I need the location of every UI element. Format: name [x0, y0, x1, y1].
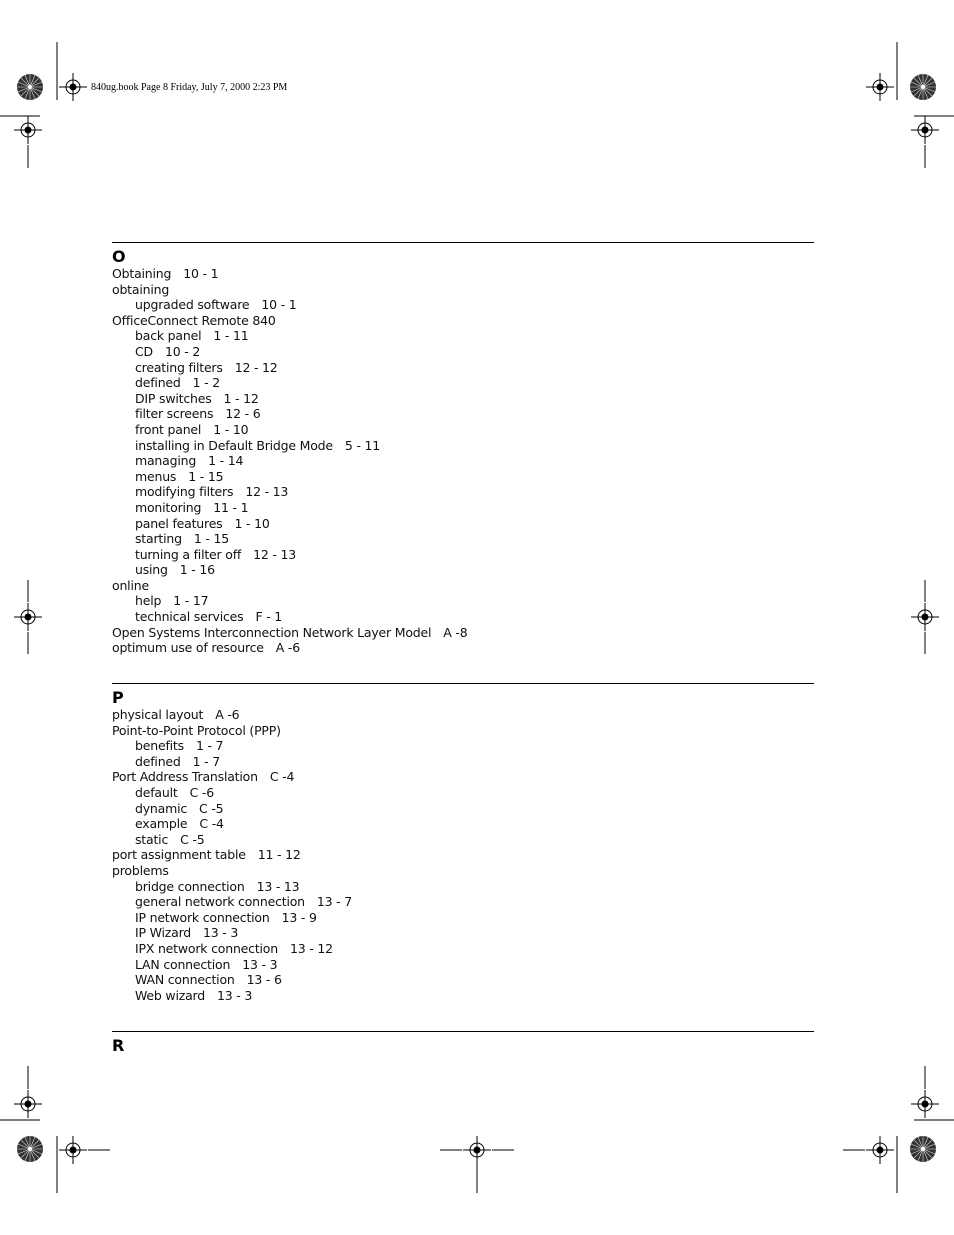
index-term: WAN connection — [135, 972, 235, 988]
registration-target-left-mid — [14, 603, 42, 631]
index-subentry — [112, 593, 814, 609]
index-term: filter screens — [135, 406, 214, 422]
star-target-top-right — [910, 74, 936, 100]
index-page-ref: F - 1 — [255, 609, 283, 625]
index-page-ref: 13 - 3 — [242, 956, 278, 972]
index-page-ref: A -8 — [443, 624, 468, 640]
index-page-ref: 1 - 14 — [208, 453, 244, 469]
index-subentry — [112, 422, 814, 438]
index-term: defined — [135, 753, 181, 769]
index-term: Point-to-Point Protocol (PPP) — [112, 722, 281, 738]
index-page-ref: C -5 — [180, 831, 205, 847]
index-page-ref: 13 - 9 — [281, 909, 317, 925]
index-term: IP Wizard — [135, 925, 192, 941]
index-page-ref: 5 - 11 — [344, 437, 381, 453]
index-page-ref: 13 - 6 — [246, 972, 282, 988]
index-page-ref: 1 - 15 — [188, 468, 224, 484]
index-term: general network connection — [135, 894, 305, 910]
index-term: default — [135, 784, 178, 800]
index-subentry — [112, 484, 814, 500]
index-subentry — [112, 910, 814, 926]
index-entry — [112, 769, 814, 785]
index-term: starting — [135, 531, 182, 547]
section-letter: O — [112, 247, 126, 266]
index-term: online — [112, 577, 149, 593]
index-subentry — [112, 562, 814, 578]
section-divider — [112, 1031, 814, 1032]
index-subentry — [112, 391, 814, 407]
registration-target-top-right — [866, 73, 894, 101]
print-slug: 840ug.book Page 8 Friday, July 7, 2000 2:23 PM — [91, 82, 288, 93]
registration-target-left-lower — [14, 1090, 42, 1118]
index-page-ref: A -6 — [275, 640, 300, 656]
index-term: Web wizard — [135, 987, 205, 1003]
registration-target-bottom-left — [59, 1136, 87, 1164]
index-page-ref: 10 - 2 — [164, 343, 201, 359]
index-subentry — [112, 972, 814, 988]
index-term: help — [135, 593, 162, 609]
index-term: installing in Default Bridge Mode — [135, 437, 333, 453]
index-term: back panel — [135, 328, 202, 344]
index-section-o — [112, 242, 814, 656]
index-subentry — [112, 832, 814, 848]
index-page-ref: 13 - 3 — [203, 925, 239, 941]
index-term: IP network connection — [135, 909, 270, 925]
registration-target-left-upper — [14, 116, 42, 144]
index-subentry — [112, 297, 814, 313]
section-divider — [112, 242, 814, 243]
index-subentry — [112, 609, 814, 625]
index-term: problems — [112, 862, 169, 878]
index-subentry — [112, 941, 814, 957]
index-subentry — [112, 469, 814, 485]
index-entry — [112, 847, 814, 863]
index-term: static — [135, 831, 169, 847]
index-entry — [112, 707, 814, 723]
index-entry — [112, 313, 814, 329]
registration-target-right-upper — [911, 116, 939, 144]
index-subentry — [112, 547, 814, 563]
index-term: OfficeConnect Remote 840 — [112, 312, 276, 328]
index-term: bridge connection — [135, 878, 245, 894]
index-subentry — [112, 754, 814, 770]
index-term: Obtaining — [112, 266, 172, 281]
index-term: obtaining — [112, 281, 170, 297]
index-subentry — [112, 785, 814, 801]
index-page-ref: 1 - 10 — [234, 515, 270, 531]
star-target-top-left — [17, 74, 43, 100]
index-page-ref: 1 - 16 — [179, 562, 215, 578]
index-term: managing — [135, 453, 197, 469]
index-subentry — [112, 375, 814, 391]
index-subentry — [112, 801, 814, 817]
index-page-ref: 1 - 12 — [223, 390, 259, 406]
index-term: port assignment table — [112, 847, 246, 863]
index-term: Port Address Translation — [112, 769, 258, 785]
index-subentry — [112, 516, 814, 532]
index-page-ref: 1 - 17 — [173, 593, 209, 609]
index-entry — [112, 863, 814, 879]
index-subentry — [112, 406, 814, 422]
index-page-ref: 12 - 13 — [245, 484, 289, 500]
index-entry — [112, 266, 814, 282]
index-page-ref: A -6 — [215, 707, 240, 722]
index-page-ref: C -4 — [269, 769, 295, 785]
registration-target-right-lower — [911, 1090, 939, 1118]
index-section-p — [112, 683, 814, 1003]
index-subentry — [112, 957, 814, 973]
index-page-ref: 11 - 12 — [257, 847, 301, 863]
index-entry — [112, 282, 814, 298]
index-entry — [112, 640, 814, 656]
index-subentry — [112, 344, 814, 360]
index-page-ref: C -6 — [189, 784, 214, 800]
index-term: IPX network connection — [135, 940, 278, 956]
index-term: modifying filters — [135, 484, 234, 500]
section-letter: P — [112, 688, 124, 707]
index-subentry — [112, 360, 814, 376]
index-entry — [112, 723, 814, 739]
index-subentry — [112, 500, 814, 516]
index-term: physical layout — [112, 707, 204, 722]
index-page-ref: 10 - 1 — [183, 266, 219, 281]
star-target-bottom-left — [17, 1136, 43, 1162]
index-section-r — [112, 1031, 814, 1055]
index-subentry — [112, 816, 814, 832]
section-divider — [112, 683, 814, 684]
index-subentry — [112, 894, 814, 910]
index-subentry — [112, 453, 814, 469]
index-term: upgraded software — [135, 297, 250, 313]
index-page-ref: 13 - 7 — [316, 894, 353, 910]
index-page-ref: 10 - 1 — [261, 297, 297, 313]
index-page-ref: 13 - 13 — [256, 878, 300, 894]
index-page-ref: 12 - 6 — [225, 406, 261, 422]
index-term: technical services — [135, 609, 244, 625]
index-term: example — [135, 816, 188, 832]
index-term: dynamic — [135, 800, 188, 816]
index-term: turning a filter off — [135, 546, 242, 562]
index-entries — [112, 266, 814, 656]
index-term: front panel — [135, 421, 202, 437]
index-term: using — [135, 562, 168, 578]
index-term: defined — [135, 375, 181, 391]
index-page-ref: 12 - 12 — [234, 359, 278, 375]
registration-target-bottom-right — [866, 1136, 894, 1164]
index-page-ref: 13 - 3 — [217, 987, 253, 1003]
index-page-ref: C -4 — [199, 816, 224, 832]
index-page-ref: 1 - 10 — [213, 421, 249, 437]
index-entry — [112, 578, 814, 594]
index-term: benefits — [135, 738, 184, 754]
index-subentry — [112, 531, 814, 547]
index-page-ref: 12 - 13 — [253, 546, 296, 562]
index-term: panel features — [135, 515, 223, 531]
index-subentry — [112, 438, 814, 454]
index-term: menus — [135, 468, 177, 484]
index-term: monitoring — [135, 499, 202, 515]
index-entry — [112, 625, 814, 641]
index-page-ref: 1 - 7 — [192, 753, 221, 769]
index-page-ref: 1 - 7 — [195, 738, 224, 754]
index-entries — [112, 707, 814, 1003]
index-subentry — [112, 328, 814, 344]
index-term: CD — [135, 343, 153, 359]
index-page-ref: 11 - 1 — [213, 499, 249, 515]
index-subentry — [112, 925, 814, 941]
registration-target-top-left — [59, 73, 87, 101]
index-subentry — [112, 988, 814, 1004]
star-target-bottom-right — [910, 1136, 936, 1162]
index-page-ref: 13 - 12 — [289, 940, 333, 956]
index-page-ref: 1 - 2 — [192, 375, 221, 391]
registration-target-right-mid — [911, 603, 939, 631]
index-term: LAN connection — [135, 956, 231, 972]
index-term: Open Systems Interconnection Network Layer Model — [112, 624, 432, 640]
index-subentry — [112, 879, 814, 895]
index-subentry — [112, 738, 814, 754]
index-page-ref: 1 - 15 — [193, 531, 229, 547]
index-page-ref: C -5 — [199, 800, 224, 816]
index-term: optimum use of resource — [112, 640, 264, 656]
index-term: creating filters — [135, 359, 223, 375]
registration-target-bottom-center — [463, 1136, 491, 1164]
index-term: DIP switches — [135, 390, 212, 406]
section-letter: R — [112, 1036, 125, 1055]
index-page-ref: 1 - 11 — [213, 328, 249, 344]
